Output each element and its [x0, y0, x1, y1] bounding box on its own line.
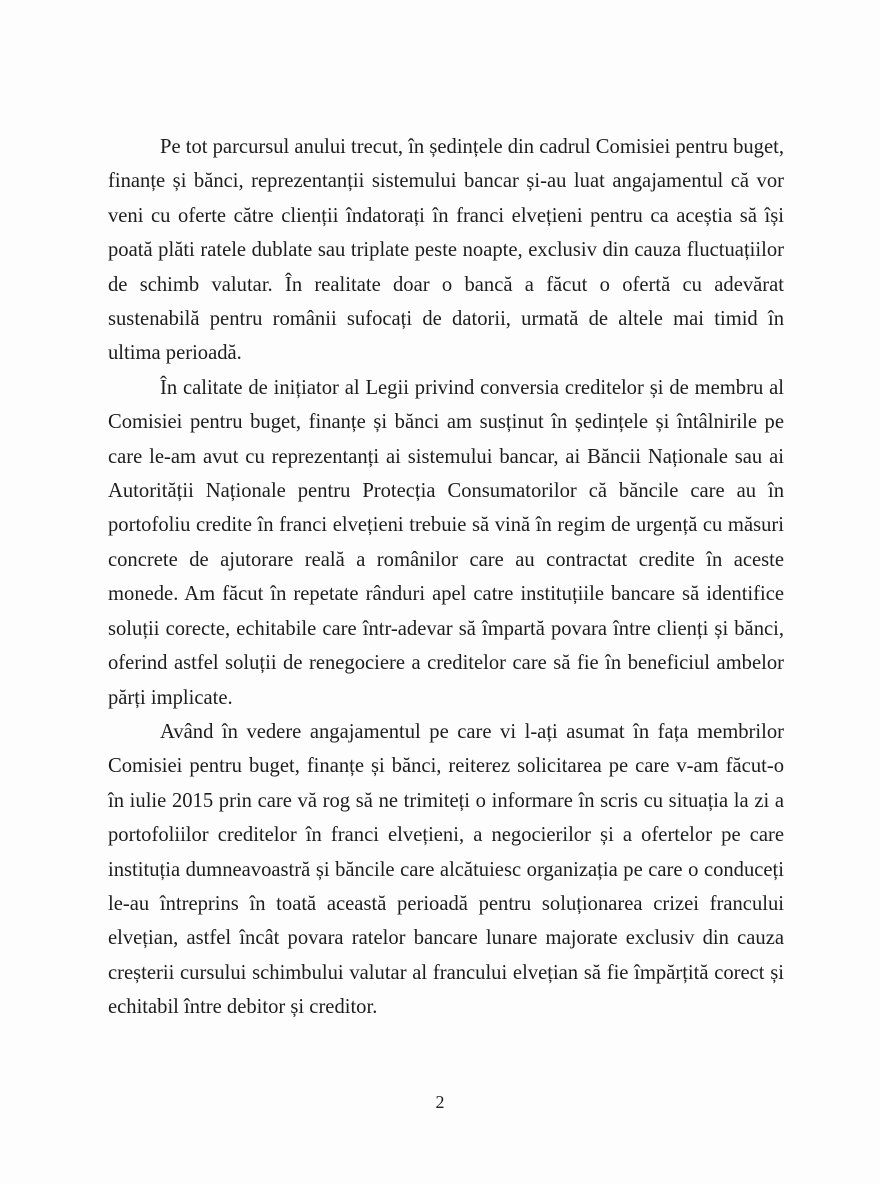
paragraph-2: În calitate de inițiator al Legii privind conversia creditelor și de membru al Comisiei pentru buget, finanțe și bănci am susținut în ședințele și întâlnirile pe care le-am avut cu reprezentanți ai sistemului bancar, ai Băncii Naționale sau ai Autorității Naționale pentru Protecția Consumatorilor că băncile care au în portofoliu credite în franci elvețieni trebuie să vină în regim de urgență cu măsuri concrete de ajutorare reală a românilor care au contractat credite în aceste monede. Am făcut în repetate rânduri apel catre instituțiile bancare să identifice soluții corecte, echitabile care într-adevar să împartă povara între clienți și bănci, oferind astfel soluții de renegociere a creditelor care să fie în beneficiul ambelor părți implicate. [108, 376, 784, 709]
page-number: 2 [435, 1092, 445, 1112]
paragraph-1: Pe tot parcursul anului trecut, în ședințele din cadrul Comisiei pentru buget, finanțe și bănci, reprezentanții sistemului bancar și-au luat angajamentul că vor veni cu oferte către clienții îndatorați în franci elvețieni pentru ca aceștia să își poată plăti ratele dublate sau triplate peste noapte, exclusiv din cauza fluctuațiilor de schimb valutar. În realitate doar o bancă a făcut o ofertă cu adevărat sustenabilă pentru românii sufocați de datorii, urmată de altele mai timid în ultima perioadă. [108, 136, 784, 365]
document-body [108, 130, 784, 1025]
paragraph-3: Având în vedere angajamentul pe care vi l-ați asumat în fața membrilor Comisiei pentru buget, finanțe și bănci, reiterez solicitarea pe care v-am făcut-o în iulie 2015 prin care vă rog să ne trimiteți o informare în scris cu situația la zi a portofoliilor creditelor în franci elvețieni, a negocierilor și a ofertelor pe care instituția dumneavoastră și băncile care alcătuiesc organizația pe care o conduceți le-au întreprins în toată această perioadă pentru soluționarea crizei francului elvețian, astfel încât povara ratelor bancare lunare majorate exclusiv din cauza creșterii cursului schimbului valutar al francului elvețian să fie împărțită corect și echitabil între debitor și creditor. [108, 720, 784, 1019]
